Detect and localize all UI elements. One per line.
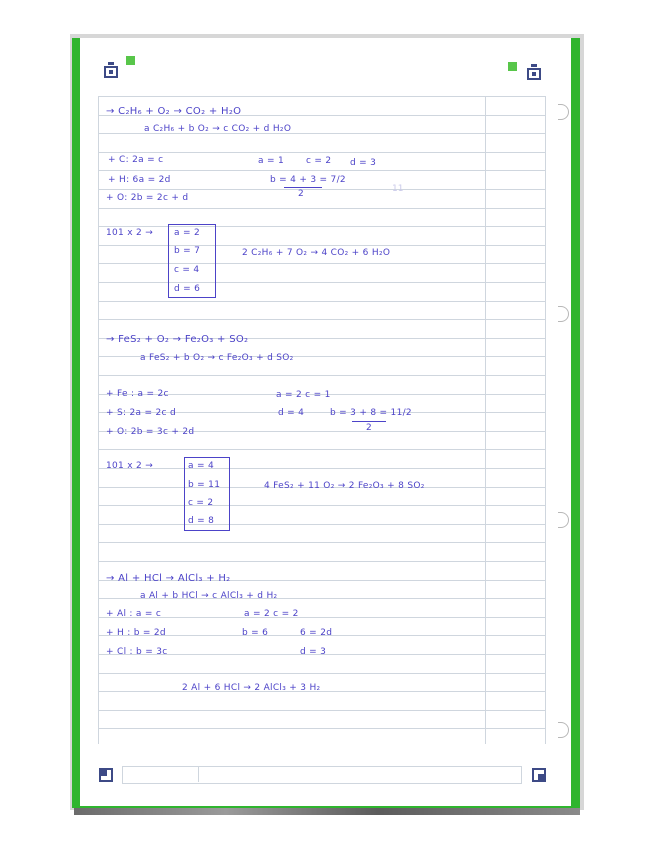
fraction-denominator: 2 <box>366 423 373 433</box>
ruled-line <box>98 245 545 246</box>
ruled-line <box>98 524 545 525</box>
value-d: d = 3 <box>350 158 377 168</box>
coef-b-2: b = 11 <box>188 480 221 490</box>
ruled-line <box>98 189 545 190</box>
multiply-step-2: 101 x 2 → <box>106 461 154 471</box>
ruled-line <box>98 468 545 469</box>
ruled-line <box>98 208 545 209</box>
footer-box <box>122 766 522 784</box>
ruled-line <box>98 617 545 618</box>
equation-2: → FeS₂ + O₂ → Fe₂O₃ + SO₂ <box>106 334 249 345</box>
ruled-line <box>98 505 545 506</box>
fraction-denominator: 2 <box>298 189 305 199</box>
balance-c: + C: 2a = c <box>108 155 164 165</box>
ruled-line <box>98 375 545 376</box>
value-c: c = 2 <box>306 156 332 166</box>
balanced-equation-2: 4 FeS₂ + 11 O₂ → 2 Fe₂O₃ + 8 SO₂ <box>264 481 425 491</box>
value-d-3: d = 3 <box>300 647 327 657</box>
page-edge-line <box>545 96 546 744</box>
fraction-bar <box>352 421 386 422</box>
equation-3: → Al + HCl → AlCl₃ + H₂ <box>106 573 231 584</box>
balanced-equation-3: 2 Al + 6 HCl → 2 AlCl₃ + 3 H₂ <box>182 683 321 693</box>
ruled-line <box>98 282 545 283</box>
value-b-eq: 6 = 2d <box>300 628 333 638</box>
general-equation-2: a FeS₂ + b O₂ → c Fe₂O₃ + d SO₂ <box>140 353 294 363</box>
ruled-line <box>98 301 545 302</box>
value-b: b = 4 + 3 = 7/2 <box>270 175 346 185</box>
ruled-line <box>98 152 545 153</box>
balance-al: + Al : a = c <box>106 609 162 619</box>
ruled-line <box>98 170 545 171</box>
balance-fe: + Fe : a = 2c <box>106 389 169 399</box>
balance-h-3: + H : b = 2d <box>106 628 166 638</box>
coef-c-2: c = 2 <box>188 498 214 508</box>
value-b-2: b = 3 + 8 = 11/2 <box>330 408 412 418</box>
general-equation-1: a C₂H₆ + b O₂ → c CO₂ + d H₂O <box>144 124 292 134</box>
values-ac: a = 2 c = 1 <box>276 390 331 400</box>
balance-o-2: + O: 2b = 3c + 2d <box>106 427 195 437</box>
coef-d: d = 6 <box>174 284 201 294</box>
ruled-line <box>98 263 545 264</box>
value-d-2: d = 4 <box>278 408 305 418</box>
faint-mark: 11 <box>392 184 404 194</box>
ruled-line <box>98 728 545 729</box>
ruled-line <box>98 561 545 562</box>
ruled-line <box>98 226 545 227</box>
balance-s: + S: 2a = 2c d <box>106 408 176 418</box>
footer-divider <box>198 766 199 782</box>
green-square-icon <box>126 56 135 65</box>
ruled-line <box>98 96 545 97</box>
balance-cl: + Cl : b = 3c <box>106 647 168 657</box>
ruled-line <box>98 542 545 543</box>
ruled-line <box>98 319 545 320</box>
ruled-line <box>98 673 545 674</box>
values-ac-3: a = 2 c = 2 <box>244 609 299 619</box>
green-square-icon <box>508 62 517 71</box>
ruled-line <box>98 710 545 711</box>
equation-1: → C₂H₆ + O₂ → CO₂ + H₂O <box>106 106 242 117</box>
balance-o: + O: 2b = 2c + d <box>106 193 189 203</box>
left-margin-line <box>98 96 99 744</box>
multiply-step-1: 101 x 2 → <box>106 228 154 238</box>
coef-d-2: d = 8 <box>188 516 215 526</box>
fraction-bar <box>284 187 322 188</box>
coef-c: c = 4 <box>174 265 200 275</box>
ruled-line <box>98 691 545 692</box>
corner-mark-icon <box>99 768 113 782</box>
ruled-line <box>98 449 545 450</box>
general-equation-3: a Al + b HCl → c AlCl₃ + d H₂ <box>140 591 278 601</box>
value-a: a = 1 <box>258 156 285 166</box>
coef-b: b = 7 <box>174 246 201 256</box>
balanced-equation-1: 2 C₂H₆ + 7 O₂ → 4 CO₂ + 6 H₂O <box>242 248 391 258</box>
brand-logo-icon <box>104 62 120 78</box>
coef-a: a = 2 <box>174 228 201 238</box>
value-b-3: b = 6 <box>242 628 269 638</box>
balance-h: + H: 6a = 2d <box>108 175 171 185</box>
corner-mark-icon <box>532 768 546 782</box>
coef-a-2: a = 4 <box>188 461 215 471</box>
brand-logo-icon <box>527 64 543 80</box>
right-margin-line <box>485 96 486 744</box>
